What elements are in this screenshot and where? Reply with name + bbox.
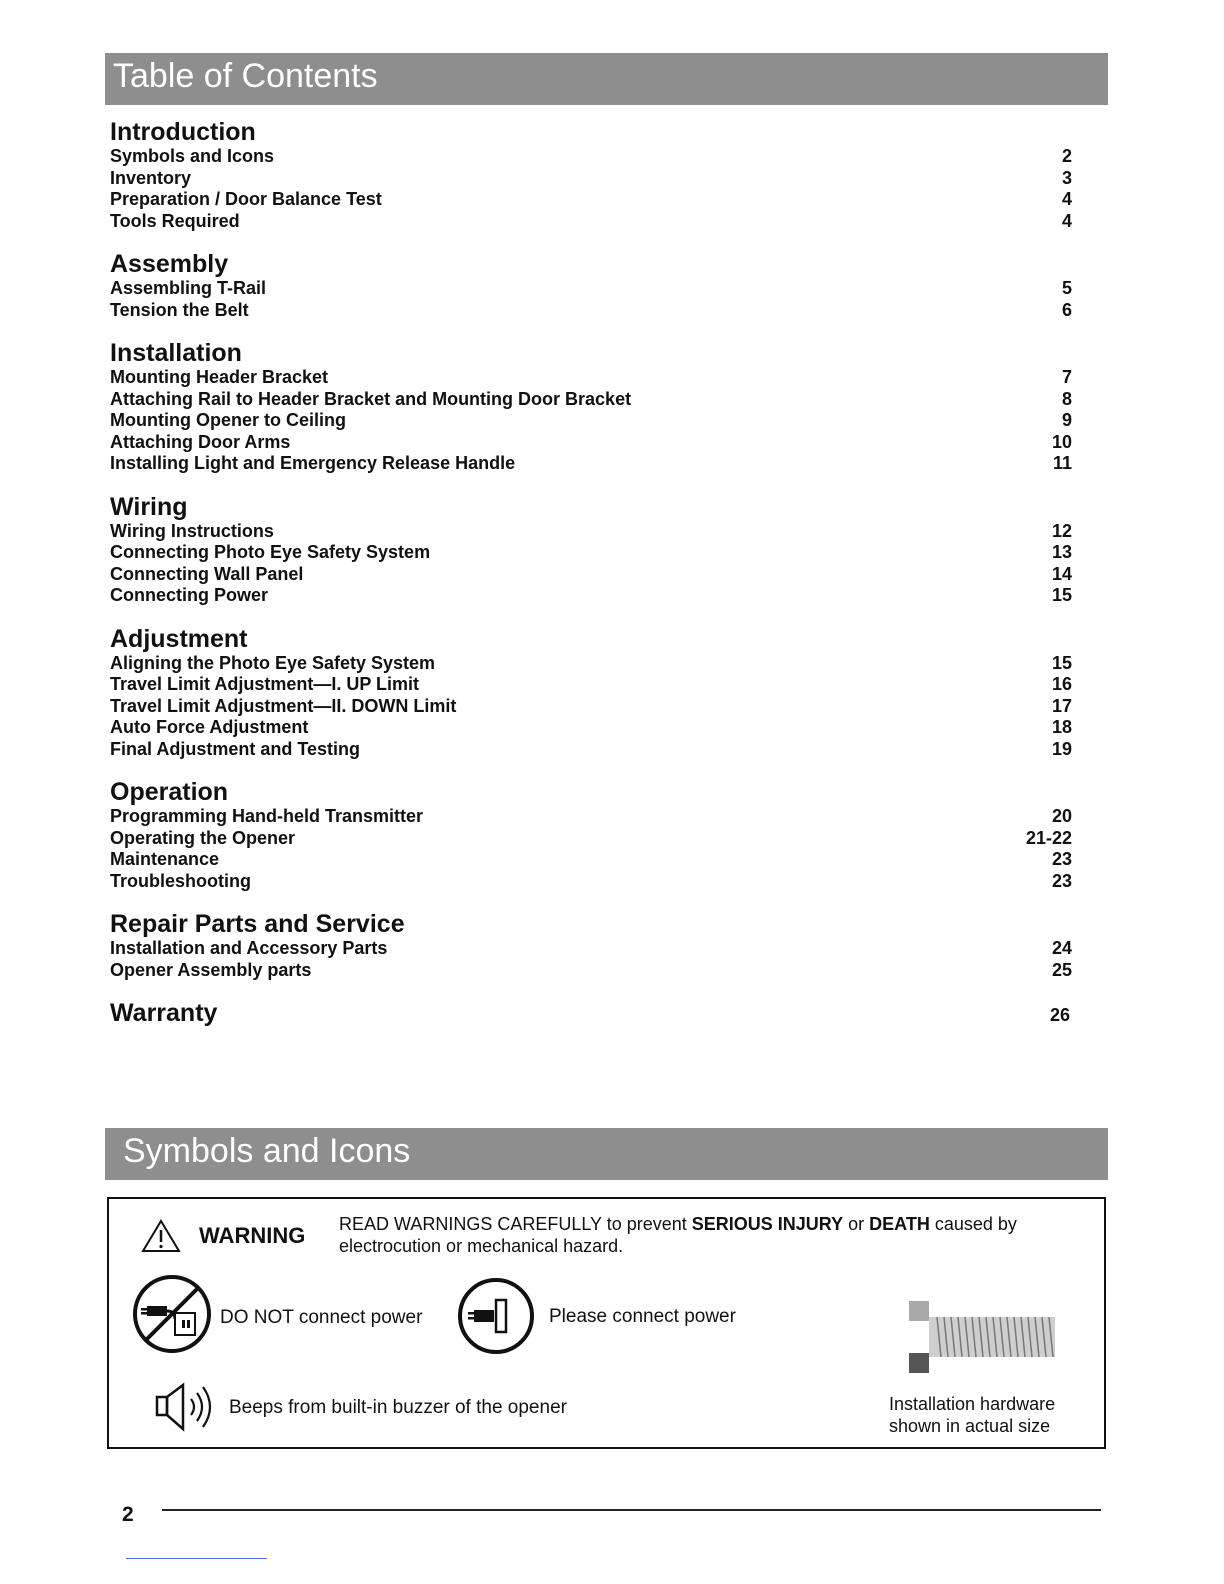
toc-section [110, 248, 1072, 321]
toc-entry-page: 3 [1061, 167, 1072, 188]
toc-section-title: Adjustment [110, 624, 248, 653]
power-plug-icon [456, 1276, 536, 1356]
toc-entry[interactable] [110, 146, 1072, 168]
toc-entry-label: Travel Limit Adjustment—I. UP Limit [110, 674, 420, 694]
toc-entry-label: Wiring Instructions [110, 520, 274, 541]
toc-entry[interactable] [110, 653, 1072, 675]
toc-entry-label: Assembling T-Rail [110, 278, 267, 298]
toc-entry-label: Inventory [110, 167, 192, 188]
toc-entry-page: 17 [1051, 695, 1072, 716]
toc-entry-page: 26 [1049, 1005, 1070, 1025]
toc-entry[interactable] [110, 739, 1072, 761]
toc-entry-page: 19 [1051, 738, 1072, 759]
toc-entry-label: Operating the Opener [110, 827, 296, 848]
toc-entry[interactable] [110, 189, 1072, 211]
toc-header-title: Table of Contents [113, 57, 378, 95]
toc-section-title: Assembly [110, 250, 229, 278]
symbols-header-title: Symbols and Icons [123, 1132, 411, 1170]
toc-entry-label: Mounting Header Bracket [110, 367, 329, 387]
toc-entry-label: Symbols and Icons [110, 146, 275, 166]
toc-entry-label: Programming Hand-held Transmitter [110, 806, 424, 826]
speaker-icon [153, 1379, 219, 1435]
toc-entry-page: 14 [1051, 563, 1072, 584]
toc-entry[interactable] [110, 389, 1072, 411]
toc-entry-page: 15 [1051, 652, 1072, 673]
toc-entry[interactable] [110, 410, 1072, 432]
toc-entry[interactable] [110, 278, 1072, 300]
toc-entry-label: Mounting Opener to Ceiling [110, 410, 346, 430]
toc-entry[interactable] [110, 871, 1072, 893]
toc-entry-page: 21-22 [1025, 827, 1072, 848]
toc-entry-page: 10 [1051, 431, 1072, 452]
toc-entry[interactable] [110, 806, 1072, 828]
toc-header-bar [105, 53, 1108, 105]
toc-entry-page: 16 [1051, 674, 1072, 694]
link-underline [126, 1558, 267, 1559]
toc-entry-label: Connecting Power [110, 585, 269, 605]
toc-entry[interactable] [110, 828, 1072, 850]
toc-entry-label: Attaching Rail to Header Bracket and Mounting Door Bracket [110, 388, 632, 409]
toc-section-title: Warranty [110, 999, 218, 1027]
toc-entry-label: Opener Assembly parts [110, 959, 312, 980]
toc-entry-label: Auto Force Adjustment [110, 717, 309, 737]
toc-entry[interactable] [110, 211, 1072, 233]
bolt-icon [907, 1299, 1057, 1375]
toc-entry-label: Final Adjustment and Testing [110, 738, 361, 759]
toc-entry-label: Attaching Door Arms [110, 431, 291, 452]
toc-section-title: Installation [110, 339, 242, 367]
toc-entry-label: Tension the Belt [110, 299, 249, 320]
toc-entry-label: Installing Light and Emergency Release Handle [110, 453, 516, 473]
toc-entry[interactable] [110, 432, 1072, 454]
no-power-plug-icon [131, 1273, 213, 1355]
toc-section-title: Repair Parts and Service [110, 910, 405, 938]
toc-entry[interactable] [110, 168, 1072, 190]
page-number: 2 [122, 1503, 134, 1526]
no-power-label: DO NOT connect power [220, 1307, 423, 1328]
toc-entry[interactable] [110, 542, 1072, 564]
beeps-label: Beeps from built-in buzzer of the opener [229, 1397, 567, 1418]
toc-entry[interactable] [110, 585, 1072, 607]
toc-entry-page: 23 [1051, 849, 1072, 869]
toc-entry[interactable] [110, 938, 1072, 960]
toc-section-title: Wiring [110, 492, 188, 521]
toc-entry-page: 24 [1051, 938, 1072, 958]
toc-warranty-entry[interactable] [110, 997, 1072, 1029]
toc-entry[interactable] [110, 849, 1072, 871]
toc-entry-page: 11 [1052, 453, 1072, 473]
toc-entry-page: 9 [1061, 410, 1072, 430]
table-of-contents [110, 116, 1072, 1029]
toc-entry-page: 13 [1051, 542, 1072, 562]
toc-entry[interactable] [110, 960, 1072, 982]
toc-entry[interactable] [110, 564, 1072, 586]
toc-entry-page: 12 [1051, 520, 1072, 541]
connect-power-label: Please connect power [549, 1306, 736, 1327]
warning-text: READ WARNINGS CAREFULLY to prevent SERIOUS INJURY or DEATH caused by electrocution or mechanical hazard. [339, 1214, 1017, 1256]
toc-section [110, 623, 1072, 761]
toc-entry-page: 8 [1061, 388, 1072, 409]
toc-entry-page: 18 [1051, 717, 1072, 737]
toc-entry[interactable] [110, 696, 1072, 718]
hardware-caption: Installation hardware shown in actual size [889, 1394, 1056, 1436]
footer-rule [162, 1509, 1101, 1511]
toc-entry-label: Installation and Accessory Parts [110, 938, 388, 958]
toc-entry-label: Maintenance [110, 849, 220, 869]
toc-entry-page: 6 [1061, 299, 1072, 320]
toc-section-title: Operation [110, 778, 229, 806]
symbols-header-bar [105, 1128, 1108, 1180]
toc-entry-page: 23 [1051, 870, 1072, 891]
toc-section [110, 337, 1072, 475]
toc-entry-label: Troubleshooting [110, 870, 251, 891]
symbols-box [107, 1197, 1106, 1449]
toc-entry-label: Connecting Photo Eye Safety System [110, 542, 431, 562]
toc-entry-page: 15 [1051, 585, 1072, 605]
warning-triangle-icon [141, 1219, 181, 1253]
toc-entry[interactable] [110, 367, 1072, 389]
toc-entry-page: 2 [1061, 146, 1072, 166]
toc-section [110, 491, 1072, 607]
toc-entry-page: 4 [1061, 189, 1072, 209]
toc-entry-label: Preparation / Door Balance Test [110, 189, 382, 209]
toc-entry[interactable] [110, 717, 1072, 739]
toc-entry[interactable] [110, 521, 1072, 543]
toc-entry[interactable] [110, 453, 1072, 475]
toc-section [110, 776, 1072, 892]
toc-entry-label: Travel Limit Adjustment—II. DOWN Limit [110, 695, 457, 716]
toc-entry-page: 20 [1051, 806, 1072, 826]
toc-entry-page: 4 [1061, 210, 1072, 231]
toc-entry-label: Tools Required [110, 210, 240, 231]
toc-entry-page: 5 [1061, 278, 1072, 298]
toc-entry-label: Connecting Wall Panel [110, 563, 304, 584]
toc-entry-page: 25 [1051, 959, 1072, 980]
toc-entry-page: 7 [1061, 367, 1072, 387]
toc-entry[interactable] [110, 300, 1072, 322]
toc-section-title: Introduction [110, 118, 256, 146]
toc-entry[interactable] [110, 674, 1072, 696]
toc-entry-label: Aligning the Photo Eye Safety System [110, 652, 436, 673]
toc-section [110, 908, 1072, 981]
toc-section [110, 116, 1072, 232]
warning-label: WARNING [199, 1223, 306, 1248]
